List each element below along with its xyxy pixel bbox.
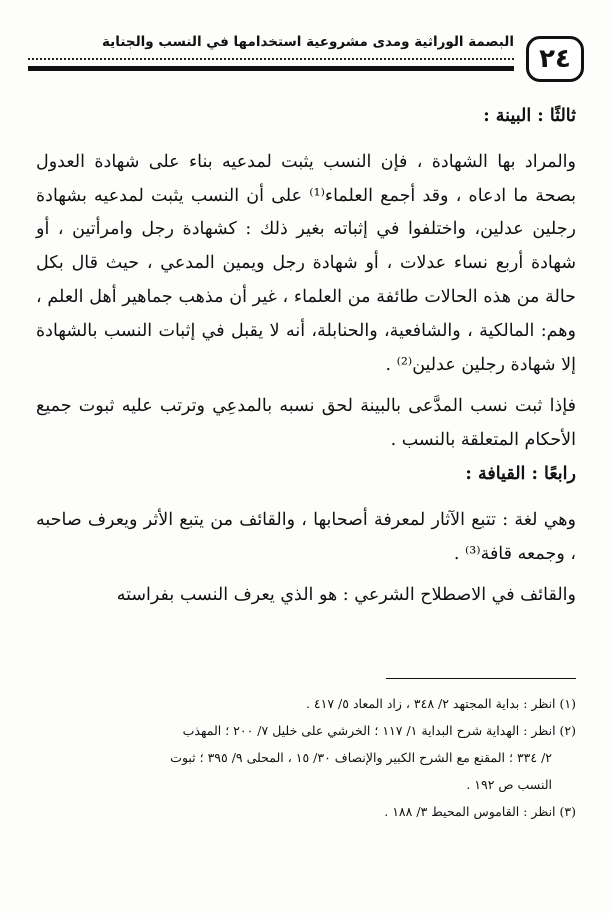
footnote-separator xyxy=(386,678,576,679)
footnote-2: (٢) انظر : الهداية شرح البداية ١/ ١١٧ ؛ الخرشي على خليل ٧/ ٢٠٠ ؛ المهذب xyxy=(182,723,576,738)
running-title: البصمة الوراثية ومدى مشروعية استخدامها في النسب والجناية xyxy=(102,34,514,50)
footnotes xyxy=(36,690,576,825)
page-header xyxy=(28,30,584,86)
paragraph-qiyafa-language: وهي لغة : تتبع الآثار لمعرفة أصحابها ، والقائف من يتبع الأثر ويعرف صاحبه ، وجمعه قافة⁽³⁾ . xyxy=(36,509,576,564)
footnote-3: (٣) انظر : القاموس المحيط ٣/ ١٨٨ . xyxy=(384,804,576,819)
page-number: ٢٤ xyxy=(526,36,584,82)
section-heading-qiyafa: رابعًا : القيافة : xyxy=(465,463,576,484)
paragraph-testimony: والمراد بها الشهادة ، فإن النسب يثبت لمدعيه بناء على شهادة العدول بصحة ما ادعاه ، وقد أجمع العلماء⁽¹⁾ على أن النسب يثبت لمدعيه بشهادة رجلين عدلين، واختلفوا في إثباته بغير ذلك : كشهادة رجل وامرأتين ، أو شهادة أربع نساء عدلات ، أو شهادة رجل ويمين المدعي ، حيث قال بكل حالة من هذه الحالات طائفة من العلماء ، غير أن مذهب جماهير أهل العلم ، وهم: المالكية ، والشافعية، والحنابلة، أنه لا يقبل في إثبات النسب بالشهادة إلا شهادة رجلين عدلين⁽²⁾ . xyxy=(36,151,576,375)
footnote-2-cont: ٢/ ٣٣٤ ؛ المقنع مع الشرح الكبير والإنصاف ٣٠/ ١٥ ، المحلى ٩/ ٣٩٥ ؛ ثبوت xyxy=(170,750,552,765)
header-solid-rule xyxy=(28,66,514,71)
paragraph-qiyafa-term: والقائف في الاصطلاح الشرعي : هو الذي يعرف النسب بفراسته xyxy=(116,585,576,606)
footnote-2-end: النسب ص ١٩٢ . xyxy=(466,777,552,792)
footnote-1: (١) انظر : بداية المجتهد ٢/ ٣٤٨ ، زاد المعاد ٥/ ٤١٧ . xyxy=(305,696,576,711)
paragraph-proof-consequence: فإذا ثبت نسب المدَّعى بالبينة لحق نسبه بالمدعِي وترتب عليه ثبوت جميع الأحكام المتعلقة بالنسب . xyxy=(36,396,576,451)
header-dotted-rule xyxy=(28,58,514,60)
section-heading-evidence: ثالثًا : البينة : xyxy=(483,106,576,126)
main-text xyxy=(36,100,576,613)
